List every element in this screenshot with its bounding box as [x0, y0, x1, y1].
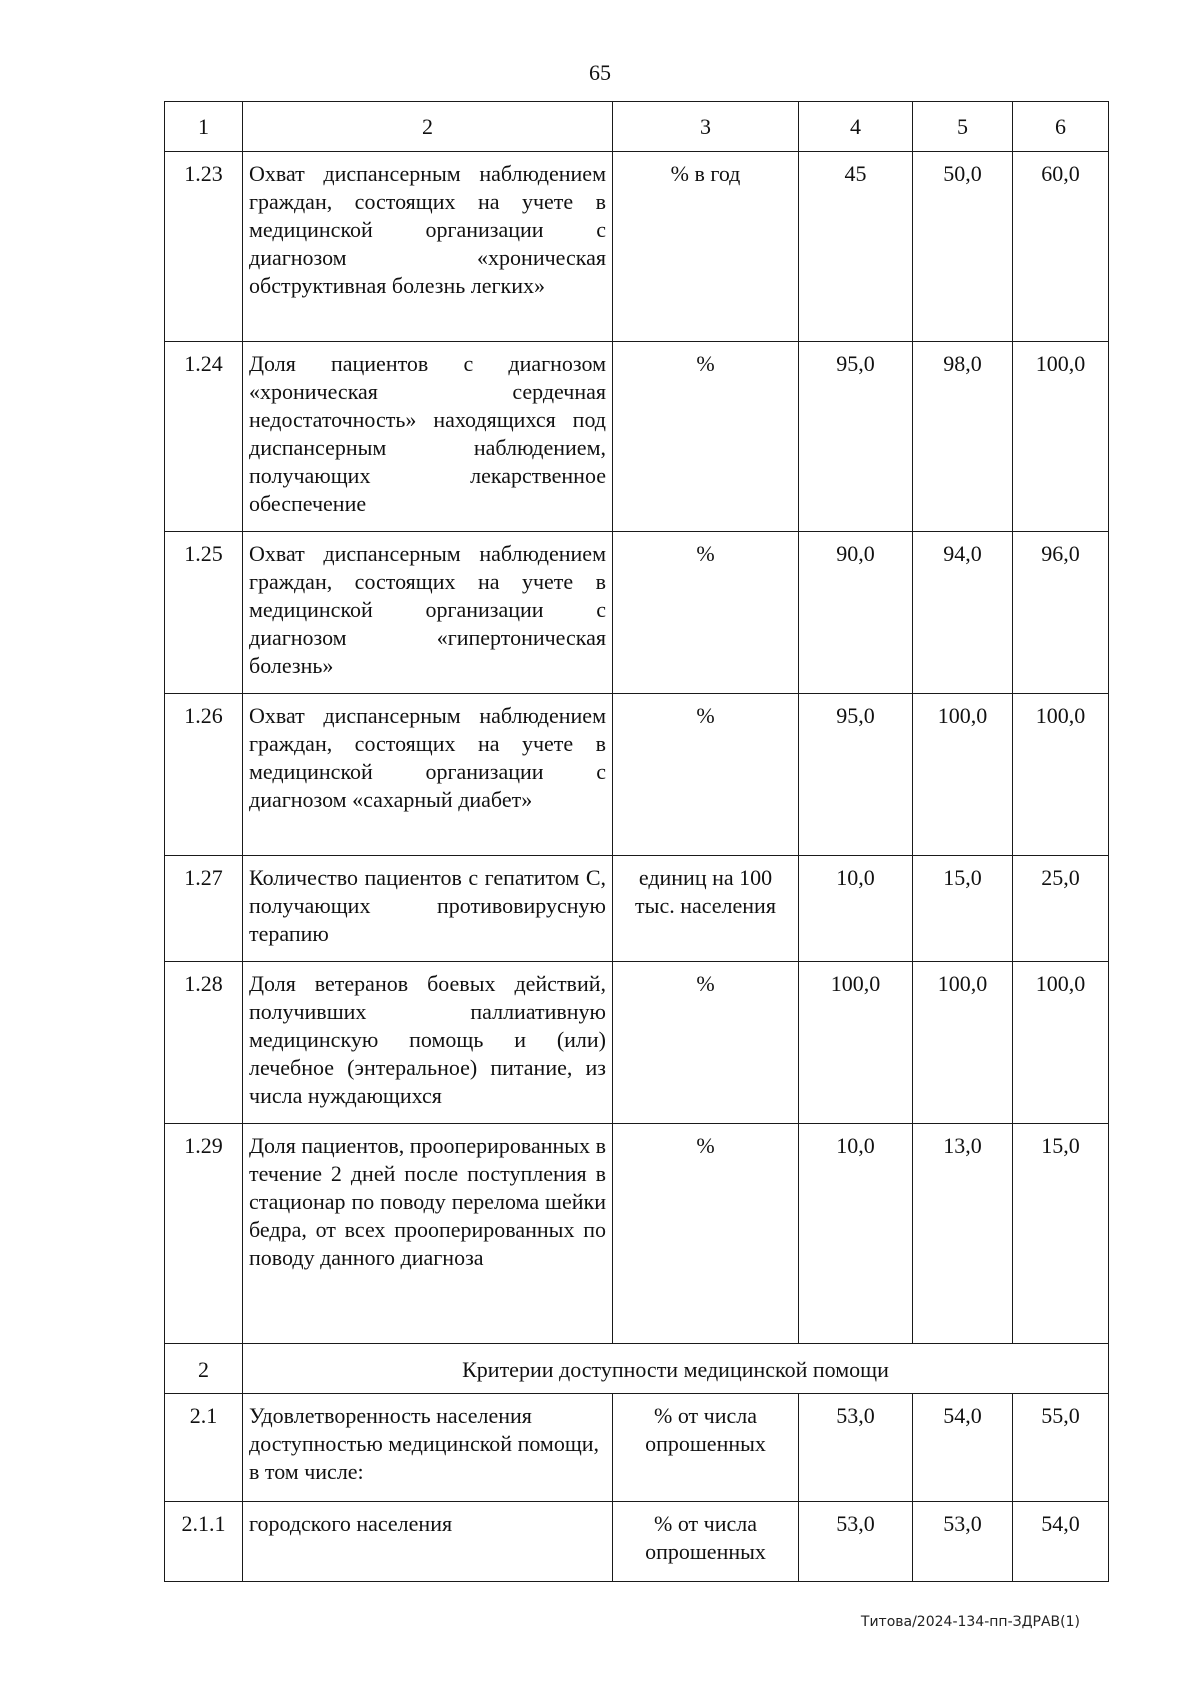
value-year-3: 100,0 [1013, 694, 1109, 856]
row-number: 2.1 [165, 1394, 243, 1502]
row-number: 1.26 [165, 694, 243, 856]
indicator-name: Охват диспансерным наблюдением граждан, состоящих на учете в медицинской организации с диагнозом «хроническая обструктивная болезнь легких» [243, 152, 613, 342]
row-number: 1.27 [165, 856, 243, 962]
unit-of-measure: % [613, 694, 799, 856]
value-year-2: 54,0 [913, 1394, 1013, 1502]
row-number: 1.29 [165, 1124, 243, 1344]
indicator-name: Охват диспансерным наблюдением граждан, состоящих на учете в медицинской организации с диагнозом «сахарный диабет» [243, 694, 613, 856]
row-number: 1.28 [165, 962, 243, 1124]
row-number: 1.24 [165, 342, 243, 532]
value-year-1: 10,0 [799, 1124, 913, 1344]
value-year-3: 96,0 [1013, 532, 1109, 694]
page-number: 65 [589, 60, 611, 85]
value-year-1: 100,0 [799, 962, 913, 1124]
value-year-1: 90,0 [799, 532, 913, 694]
indicator-name: Доля ветеранов боевых действий, получивших паллиативную медицинскую помощь и (или) лечебное (энтеральное) питание, из числа нуждающихся [243, 962, 613, 1124]
value-year-2: 100,0 [913, 962, 1013, 1124]
value-year-3: 100,0 [1013, 342, 1109, 532]
indicator-name: Доля пациентов, прооперированных в течение 2 дней после поступления в стационар по поводу перелома шейки бедра, от всех прооперированных по поводу данного диагноза [243, 1124, 613, 1344]
indicator-name: Удовлетворенность населения доступностью медицинской помощи, в том числе: [243, 1394, 613, 1502]
indicator-name: Охват диспансерным наблюдением граждан, состоящих на учете в медицинской организации с диагнозом «гипертоническая болезнь» [243, 532, 613, 694]
unit-of-measure: % от числа опрошенных [613, 1394, 799, 1502]
column-number-header: 1 [165, 102, 243, 152]
indicator-name: Количество пациентов с гепатитом С, получающих противовирусную терапию [243, 856, 613, 962]
value-year-3: 25,0 [1013, 856, 1109, 962]
value-year-2: 53,0 [913, 1502, 1013, 1582]
value-year-2: 50,0 [913, 152, 1013, 342]
column-number-header: 4 [799, 102, 913, 152]
unit-of-measure: единиц на 100 тыс. населения [613, 856, 799, 962]
value-year-1: 53,0 [799, 1502, 913, 1582]
unit-of-measure: % [613, 962, 799, 1124]
value-year-3: 100,0 [1013, 962, 1109, 1124]
table-row [165, 1394, 1109, 1502]
value-year-2: 94,0 [913, 532, 1013, 694]
unit-of-measure: % [613, 1124, 799, 1344]
value-year-1: 95,0 [799, 694, 913, 856]
value-year-1: 53,0 [799, 1394, 913, 1502]
value-year-3: 55,0 [1013, 1394, 1109, 1502]
table-row [165, 532, 1109, 694]
column-number-header: 6 [1013, 102, 1109, 152]
value-year-2: 15,0 [913, 856, 1013, 962]
row-number: 2.1.1 [165, 1502, 243, 1582]
table-row [165, 1502, 1109, 1582]
section-row [165, 1344, 1109, 1394]
table-row [165, 1124, 1109, 1344]
table-row [165, 962, 1109, 1124]
value-year-2: 98,0 [913, 342, 1013, 532]
value-year-3: 60,0 [1013, 152, 1109, 342]
value-year-3: 54,0 [1013, 1502, 1109, 1582]
column-number-header: 5 [913, 102, 1013, 152]
table-row [165, 152, 1109, 342]
value-year-1: 95,0 [799, 342, 913, 532]
column-number-header: 2 [243, 102, 613, 152]
value-year-1: 10,0 [799, 856, 913, 962]
unit-of-measure: % в год [613, 152, 799, 342]
unit-of-measure: % [613, 342, 799, 532]
value-year-1: 45 [799, 152, 913, 342]
value-year-3: 15,0 [1013, 1124, 1109, 1344]
criteria-table [164, 101, 1109, 1582]
indicator-name: Доля пациентов с диагнозом «хроническая сердечная недостаточность» находящихся под диспансерным наблюдением, получающих лекарственное обеспечение [243, 342, 613, 532]
column-number-header: 3 [613, 102, 799, 152]
column-number-row [165, 102, 1109, 152]
value-year-2: 13,0 [913, 1124, 1013, 1344]
value-year-2: 100,0 [913, 694, 1013, 856]
row-number: 1.23 [165, 152, 243, 342]
table-row [165, 856, 1109, 962]
table-row [165, 342, 1109, 532]
unit-of-measure: % от числа опрошенных [613, 1502, 799, 1582]
section-number: 2 [165, 1344, 243, 1394]
table-row [165, 694, 1109, 856]
row-number: 1.25 [165, 532, 243, 694]
document-code: Титова/2024-134-пп-ЗДРАВ(1) [860, 1614, 1080, 1630]
unit-of-measure: % [613, 532, 799, 694]
indicator-name: городского населения [243, 1502, 613, 1582]
section-title: Критерии доступности медицинской помощи [243, 1344, 1109, 1394]
